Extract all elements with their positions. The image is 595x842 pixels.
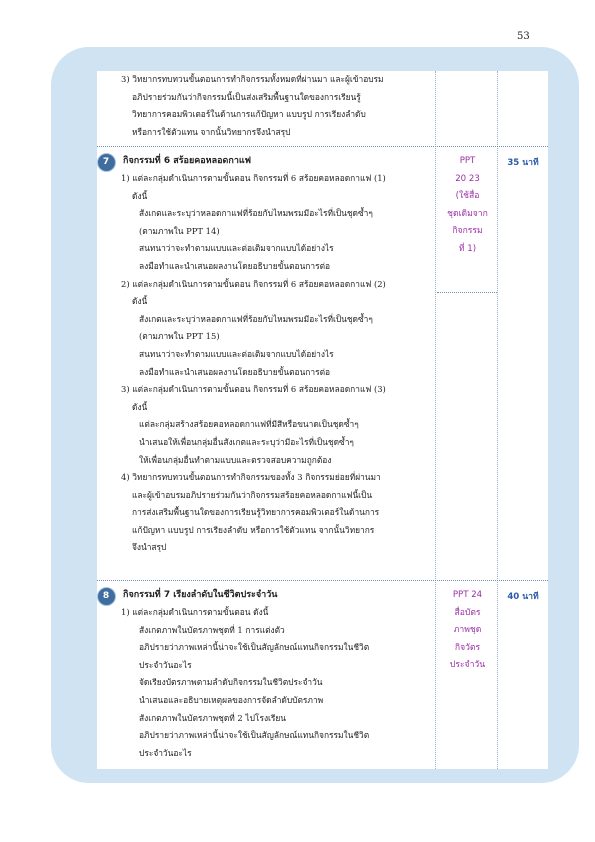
activity-7-badge: 7 bbox=[97, 153, 116, 172]
text-line: อภิปรายว่าภาพเหล่านี้น่าจะใช้เป็นสัญลักษณ์แทนกิจกรรมในชีวิต bbox=[139, 642, 370, 653]
text-line: แก้ปัญหา แบบรูป การเรียงลำดับ หรือการใช้ตัวแทน จากนั้นวิทยากร bbox=[132, 524, 375, 535]
prev-section-lines bbox=[109, 71, 435, 141]
text-line: สังเกตและระบุว่าหลอดกาแฟที่ร้อยกับไหมพรมมีอะไรที่เป็นชุดซ้ำๆ bbox=[139, 313, 373, 324]
text-line: ให้เพื่อนกลุ่มอื่นทำตามแบบและตรวจสอบความถูกต้อง bbox=[139, 454, 332, 465]
text-line: 1) แต่ละกลุ่มดำเนินการตามขั้นตอน ดังนี้ bbox=[121, 607, 269, 617]
text-line: จัดเรียงบัตรภาพตามลำดับกิจกรรมในชีวิตประจำวัน bbox=[139, 677, 323, 688]
text-line: นำเสนอและอธิบายเหตุผลของการจัดลำดับบัตรภาพ bbox=[139, 694, 324, 705]
text-line: จึงนำสรุป bbox=[132, 542, 167, 553]
text-line: อภิปรายร่วมกันว่ากิจกรรมนี้เป็นส่งเสริมพื้นฐานใดของการเรียนรู้ bbox=[132, 91, 361, 102]
media-line: ภาพชุด bbox=[453, 625, 482, 636]
page-number: 53 bbox=[517, 31, 530, 42]
activity-7-media bbox=[439, 153, 496, 259]
text-line: นำเสนอให้เพื่อนกลุ่มอื่นสังเกตและระบุว่ามีอะไรที่เป็นชุดซ้ำๆ bbox=[139, 436, 354, 447]
text-line: ดังนี้ bbox=[132, 190, 148, 201]
text-line: ดังนี้ bbox=[132, 401, 148, 412]
text-line: สังเกตและระบุว่าหลอดกาแฟที่ร้อยกับไหมพรมมีอะไรที่เป็นชุดซ้ำๆ bbox=[139, 208, 373, 219]
text-line: สนทนาว่าจะทำตามแบบและต่อเติมจากแบบได้อย่างไร bbox=[139, 243, 334, 254]
text-line: ประจำวันอะไร bbox=[139, 747, 192, 758]
text-line: ดังนี้ bbox=[132, 296, 148, 307]
media-line: (ใช้สื่อ bbox=[455, 191, 480, 202]
text-line: (ตามภาพใน PPT 15) bbox=[139, 331, 220, 342]
activity-8-media bbox=[439, 587, 496, 675]
text-line: หรือการใช้ตัวแทน จากนั้นวิทยากรจึงนำสรุป bbox=[132, 126, 291, 137]
media-line: ชุดเดิมจาก bbox=[447, 208, 488, 219]
media-line: PPT bbox=[459, 156, 476, 166]
column-divider-media bbox=[435, 71, 436, 769]
media-line: กิจวัตร bbox=[454, 642, 481, 653]
text-line: ลงมือทำและนำเสนอผลงานโดยอธิบายขั้นตอนการต่อ bbox=[139, 366, 331, 377]
text-line: 3) วิทยากรทบทวนขั้นตอนการทำกิจกรรมทั้งหมดที่ผ่านมา และผู้เข้าอบรม bbox=[121, 74, 384, 84]
text-line: และผู้เข้าอบรมอภิปรายร่วมกันว่ากิจกรรมสร้อยคอหลอดกาแฟนี้เป็น bbox=[132, 489, 373, 500]
activity-8-badge: 8 bbox=[97, 587, 116, 606]
media-line: กิจกรรม bbox=[452, 226, 483, 237]
text-line: 4) วิทยากรทบทวนขั้นตอนการทำกิจกรรมของทั้ง 3 กิจกรรมย่อยที่ผ่านมา bbox=[121, 472, 381, 483]
text-line: อภิปรายว่าภาพเหล่านี้น่าจะใช้เป็นสัญลักษณ์แทนกิจกรรมในชีวิต bbox=[139, 730, 370, 741]
text-line: 3) แต่ละกลุ่มดำเนินการตามขั้นตอน กิจกรรมที่ 6 สร้อยคอหลอดกาแฟ (3) bbox=[121, 384, 386, 395]
text-line: การส่งเสริมพื้นฐานใดของการเรียนรู้วิทยาการคอมพิวเตอร์ในด้านการ bbox=[132, 507, 380, 518]
activity-8-title: กิจกรรมที่ 7 เรียงลำดับในชีวิตประจำวัน bbox=[123, 590, 278, 600]
media-line: ประจำวัน bbox=[449, 660, 486, 671]
text-line: สังเกตภาพในบัตรภาพชุดที่ 1 การแต่งตัว bbox=[139, 624, 285, 635]
column-divider-time bbox=[497, 71, 498, 769]
text-line: ลงมือทำและนำเสนอผลงานโดยอธิบายขั้นตอนการต่อ bbox=[139, 260, 331, 271]
text-line: แต่ละกลุ่มสร้างสร้อยคอหลอดกาแฟที่มีสีหรือขนาดเป็นชุดซ้ำๆ bbox=[139, 419, 359, 430]
activity-7-content bbox=[109, 153, 435, 557]
media-line: PPT 24 bbox=[452, 590, 483, 600]
activity-8-steps bbox=[109, 604, 435, 762]
activity-8-time: 40 นาที bbox=[507, 592, 539, 602]
text-line: (ตามภาพใน PPT 14) bbox=[139, 225, 220, 236]
activity-7-title: กิจกรรมที่ 6 สร้อยคอหลอดกาแฟ bbox=[123, 156, 252, 166]
text-line: วิทยาการคอมพิวเตอร์ในด้านการแก้ปัญหา แบบรูป การเรียงลำดับ bbox=[132, 109, 366, 120]
media-line: 20 23 bbox=[455, 173, 480, 184]
media-cell-divider bbox=[437, 292, 497, 293]
row-divider bbox=[97, 580, 548, 581]
activity-7-time: 35 นาที bbox=[507, 158, 539, 168]
activity-8-content bbox=[109, 587, 435, 762]
activity-7-steps bbox=[109, 170, 435, 557]
activity-table bbox=[97, 71, 548, 769]
row-divider bbox=[97, 146, 548, 147]
media-line: สื่อบัตร bbox=[454, 607, 481, 618]
text-line: สนทนาว่าจะทำตามแบบและต่อเติมจากแบบได้อย่างไร bbox=[139, 348, 334, 359]
text-line: สังเกตภาพในบัตรภาพชุดที่ 2 ไปโรงเรียน bbox=[139, 712, 287, 723]
media-line: ที่ 1) bbox=[458, 243, 477, 254]
text-line: ประจำวันอะไร bbox=[139, 659, 192, 670]
text-line: 2) แต่ละกลุ่มดำเนินการตามขั้นตอน กิจกรรมที่ 6 สร้อยคอหลอดกาแฟ (2) bbox=[121, 278, 386, 289]
text-line: 1) แต่ละกลุ่มดำเนินการตามขั้นตอน กิจกรรมที่ 6 สร้อยคอหลอดกาแฟ (1) bbox=[121, 173, 386, 183]
